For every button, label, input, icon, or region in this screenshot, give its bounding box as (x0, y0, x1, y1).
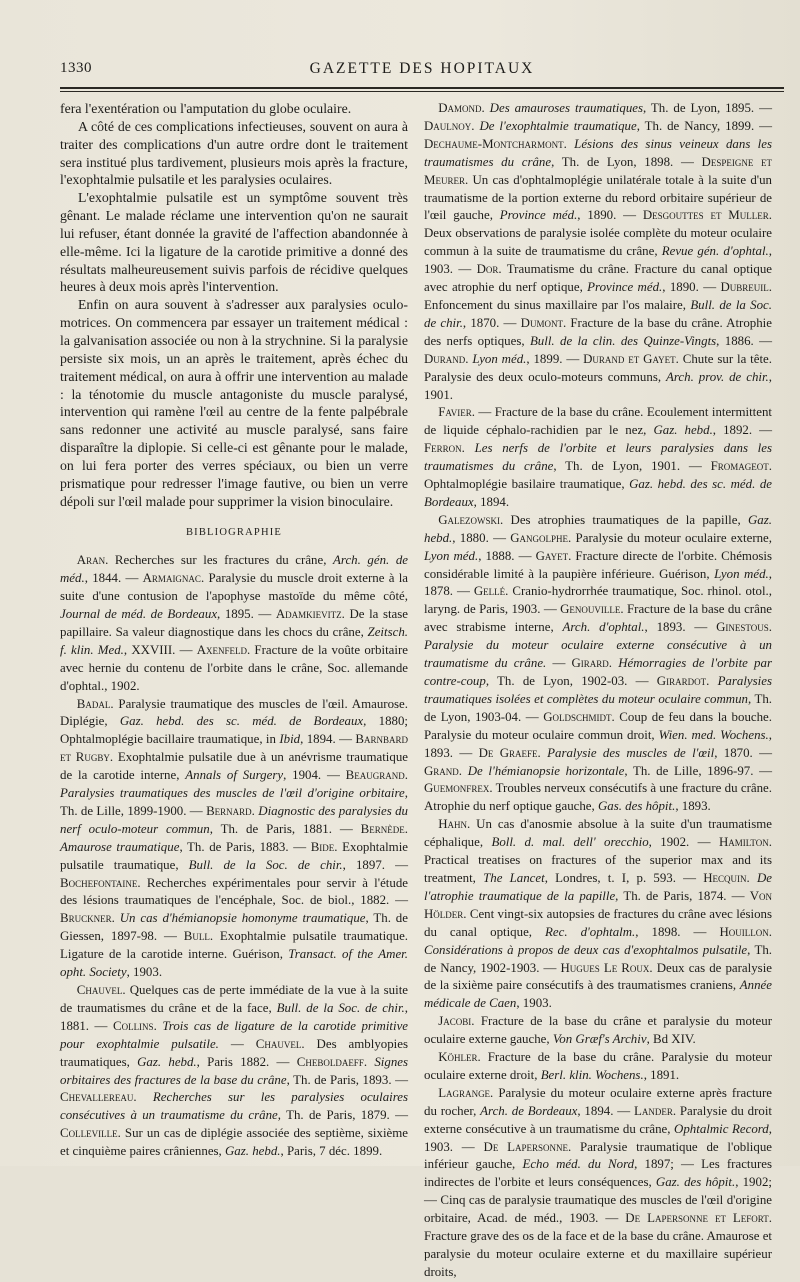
bibliography-entry: Jacobi. Fracture de la base du crâne et paralysie du moteur oculaire externe gauche, Von Græf's Archiv, Bd XIV. (424, 1014, 772, 1047)
right-column (424, 100, 773, 1279)
paragraph: L'exophtalmie pulsatile est un symptôme souvent très gênant. Le malade réclame une intervention qu'on ne saurait lui refuser, étant donnée la gravité de l'affection abandonnée à elle-même. Ici la ligature de la carotide primitive a donné des résultats malheureusement suivis parfois de récidive quelques heures à deux mois après l'intervention. (60, 190, 408, 295)
header-rule (60, 87, 784, 89)
paragraph: fera l'exentération ou l'amputation du globe oculaire. (60, 101, 352, 116)
bibliography-entry: Chauvel. Quelques cas de perte immédiate de la vue à la suite de traumatismes du crâne et de la face, Bull. de la Soc. de chir., 1881. — Collins. Trois cas de ligature de la carotide primitive pour exophtalmie pulsatile. — Chauvel. Des amblyopies traumatiques, Gaz. hebd., Paris 1882. — Cheboldaeff. Signes orbitaires des fractures de la base du crâne, Th. de Paris, 1893. — Chevallereau. Recherches sur les paralysies oculaires consécutives à un traumatisme du crâne, Th. de Paris, 1879. — Colleville. Sur un cas de diplégie associée des septième, sixième et cinquième paires crâniennes, Gaz. hebd., Paris, 7 déc. 1899. (60, 983, 409, 1159)
bibliography-entry: Badal. Paralysie traumatique des muscles de l'œil. Amaurose. Diplégie, Gaz. hebd. des sc. méd. de Bordeaux, 1880; Ophtalmoplégie bacillaire traumatique, in Ibid, 1894. — Barnbard et Rugby. Exophtalmie pulsatile due à un anévrisme traumatique de la carotide interne, Annals of Surgery, 1904. — Beaugrand. Paralysies traumatiques des muscles de l'œil d'origine orbitaire, Th. de Lille, 1899-1900. — Bernard. Diagnostic des paralysies du nerf oculo-moteur commun, Th. de Paris, 1881. — Bernède. Amaurose traumatique, Th. de Paris, 1883. — Bide. Exophtalmie pulsatile traumatique, Bull. de la Soc. de chir., 1897. — Bochefontaine. Recherches expérimentales pour servir à l'étude des lésions traumatiques de l'encéphale, Soc. de biol., 1882. — Bruckner. Un cas d'hémianopsie homonyme traumatique, Th. de Giessen, 1897-98. — Bull. Exophtalmie pulsatile traumatique. Ligature de la carotide interne. Guérison, Transact. of the Amer. opht. Society, 1903. (60, 696, 409, 980)
page-number: 1330 (60, 60, 92, 76)
bibliography-entry: Lagrange. Paralysie du moteur oculaire externe après fracture du rocher, Arch. de Bordeaux, 1894. — Lander. Paralysie du droit externe consécutive à un traumatisme du crâne, Ophtalmic Record, 1903. — De Lapersonne. Paralysie traumatique de l'oblique inférieur gauche, Echo méd. du Nord, 1897; — Les fractures indirectes de l'orbite et leurs conséquences, Gaz. des hôpit., 1902; — Cinq cas de paralysie traumatique des muscles de l'œil d'origine orbitaire, Acad. de méd., 1903. — De Lapersonne et Lefort. Fracture grave des os de la face et de la base du crâne. Amaurose et paralysie du moteur oculaire externe et du maxillaire supérieur droits, (424, 1085, 772, 1279)
bibliography-entry: Galezowski. Des atrophies traumatiques de la papille, Gaz. hebd., 1880. — Gangolphe. Paralysie du moteur oculaire externe, Lyon méd., 1888. — Gayet. Fracture directe de l'orbite. Chémosis considérable limité à la paupière inférieure. Guérison, Lyon méd., 1878. — Gellé. Cranio-hydrorrhée traumatique, Soc. rhinol. otol., laryng. de Paris, 1903. — Genouville. Fracture de la base du crâne avec strabisme interne, Arch. d'ophtal., 1893. — Ginestous. Paralysie du moteur oculaire externe consécutive à un traumatisme du crâne. — Girard. Hémorragies de l'orbite par contre-coup, Th. de Lyon, 1902-03. — Girardot. Paralysies traumatiques isolées et complètes du moteur oculaire commun, Th. de Lyon, 1903-04. — Goldschmidt. Coup de feu dans la bouche. Paralysie du moteur oculaire commun droit, Wien. med. Wochens., 1893. — De Graefe. Paralysie des muscles de l'œil, 1870. — Grand. De l'hémianopsie horizontale, Th. de Lille, 1896-97. — Guemonfrex. Troubles nerveux consécutifs à une fracture du crâne. Atrophie du nerf optique gauche, Gas. des hôpit., 1893. (424, 512, 772, 814)
page-header (60, 60, 784, 84)
bibliography-heading: BIBLIOGRAPHIE (185, 527, 283, 539)
running-head: GAZETTE DES HOPITAUX (309, 60, 535, 77)
bibliography-entry: Favier. — Fracture de la base du crâne. Ecoulement intermittent de liquide céphalo-rachidien par le nez, Gaz. hebd., 1892. — Ferron. Les nerfs de l'orbite et leurs paralysies dans les traumatismes du crâne, Th. de Lyon, 1901. — Fromageot. Ophtalmoplégie basilaire traumatique, Gaz. hebd. des sc. méd. de Bordeaux, 1894. (424, 405, 773, 509)
bibliography-entry: Damond. Des amauroses traumatiques, Th. de Lyon, 1895. — Daulnoy. De l'exophtalmie traumatique, Th. de Nancy, 1899. — Dechaume-Montcharmont. Lésions des sinus veineux dans les traumatismes du crâne, Th. de Lyon, 1898. — Despeigne et Meurer. Un cas d'ophtalmoplégie unilatérale totale à la suite d'un traumatisme de la portion externe du rebord orbitaire supérieur de l'œil gauche, Province méd., 1890. — Desgouttes et Muller. Deux observations de paralysie isolée complète du moteur oculaire commun à la suite de traumatisme du crâne, Revue gén. d'ophtal., 1903. — Dor. Traumatisme du crâne. Fracture du canal optique avec atrophie du nerf optique, Province méd., 1890. — Dubreuil. Enfoncement du sinus maxillaire par l'os malaire, Bull. de la Soc. de chir., 1870. — Dumont. Fracture de la base du crâne. Atrophie des nerfs optiques, Bull. de la clin. des Quinze-Vingts, 1886. — Durand. Lyon méd., 1899. — Durand et Gayet. Chute sur la tête. Paralysie des deux oculo-moteurs communs, Arch. prov. de chir., 1901. (424, 101, 773, 402)
header-rule-thin (60, 91, 784, 92)
paragraph: A côté de ces complications infectieuses, souvent on aura à traiter des complications d'un autre ordre dont le traitement sera institué plus tardivement, plusieurs mois après la fracture, l'exophtalmie pulsatile et les paralysies oculaires. (60, 118, 408, 188)
bibliography-entry: Aran. Recherches sur les fractures du crâne, Arch. gén. de méd., 1844. — Armaignac. Paralysie du muscle droit externe à la suite d'une contusion de l'apophyse mastoïde du même côté, Journal de méd. de Bordeaux, 1895. — Adamkievitz. De la stase papillaire. Sa valeur diagnostique dans les chocs du crâne, Zeitsch. f. klin. Med., XXVIII. — Axenfeld. Fracture de la voûte orbitaire avec hernie du contenu de l'orbite dans le crâne, Soc. allemande d'ophtal., 1902. (60, 553, 409, 693)
bibliography-entry: Köhler. Fracture de la base du crâne. Paralysie du moteur oculaire externe droit, Berl. klin. Wochens., 1891. (424, 1050, 772, 1082)
bibliography-entry: Hahn. Un cas d'anosmie absolue à la suite d'un traumatisme céphalique, Boll. d. mal. dell' orecchio, 1902. — Hamilton. Practical treatises on fractures of the superior max and its treatment, The Lancet, Londres, t. I, p. 593. — Hecquin. De l'atrophie traumatique de la papille, Th. de Paris, 1874. — Von Hölder. Cent vingt-six autopsies de fractures du crâne avec lésions du canal optique, Rec. d'ophtalm., 1898. — Houillon. Considérations à propos de deux cas d'exophtalmos pulsatile, Th. de Nancy, 1902-1903. — Hugues Le Roux. Deux cas de paralysie de la sixième paire consécutifs à des traumatismes craniens, Année médicale de Caen, 1903. (424, 817, 772, 1011)
left-column (60, 100, 409, 1159)
paragraph: Enfin on aura souvent à s'adresser aux paralysies oculo-motrices. On commencera par essayer un traitement médical : la galvanisation associée ou non à la strychnine. Si la paralysie persiste six mois, un an après le traitement, après échec du traitement médical, on aura à offrir une intervention au malade : la ténotomie du muscle antagoniste du muscle paralysé, intervention qui ramène l'œil au centre de la fente palpébrale sans redonner une activité au muscle paralysé, sans faire disparaître la diplopie. Si celle-ci est gênante pour le malade, on lui fera porter des verres spéciaux, ou bien un verre prismatique pour redresser l'image fautive, ou bien un verre dépoli sur l'œil malade pour supprimer la vision binoculaire. (60, 297, 408, 509)
